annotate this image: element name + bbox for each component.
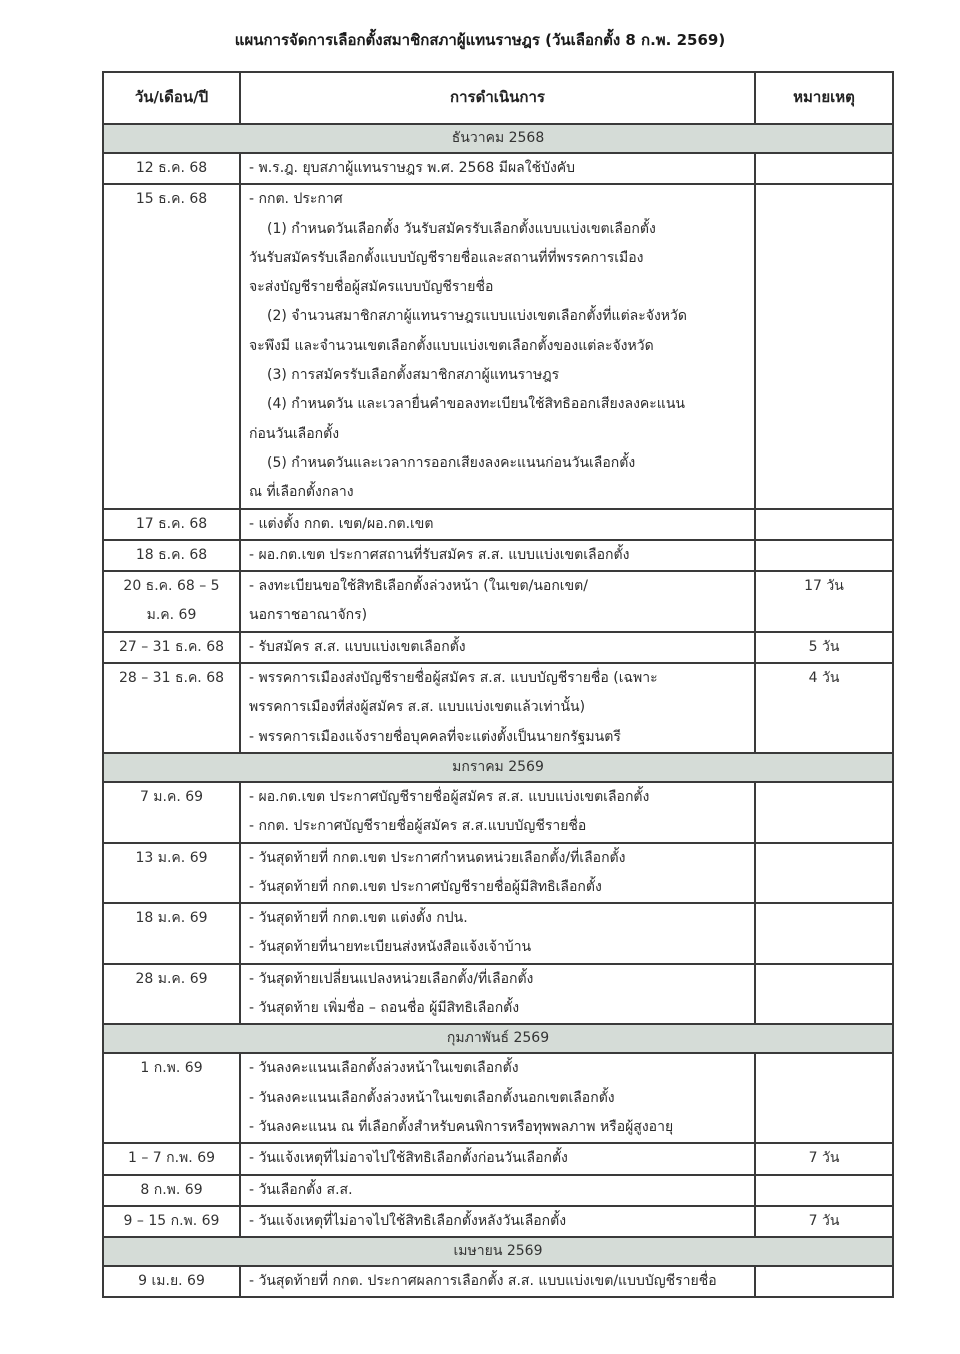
row-action: - ผอ.กต.เขต ประกาศบัญชีรายชื่อผู้สมัคร ส.ส. แบบแบ่งเขตเลือกตั้ง - กกต. ประกาศบัญชีรายชื่อผู้สมัคร ส.ส.แบบบัญชีรายชื่อ [240,782,755,843]
table-row [103,782,893,843]
row-date: 20 ธ.ค. 68 – 5 ม.ค. 69 [103,571,240,632]
row-note [755,153,893,184]
table-row [103,184,893,508]
row-action: - วันสุดท้ายที่ กกต.เขต แต่งตั้ง กปน. - วันสุดท้ายที่นายทะเบียนส่งหนังสือแจ้งเจ้าบ้าน [240,903,755,964]
row-date: 27 – 31 ธ.ค. 68 [103,632,240,663]
row-note [755,1053,893,1143]
table-row [103,1053,893,1143]
header-note: หมายเหตุ [755,72,893,124]
row-note [755,1266,893,1297]
row-action: - แต่งตั้ง กกต. เขต/ผอ.กต.เขต [240,509,755,540]
row-note: 7 วัน [755,1206,893,1237]
row-date: 17 ธ.ค. 68 [103,509,240,540]
table-row [103,1266,893,1297]
row-note [755,903,893,964]
row-action: - วันแจ้งเหตุที่ไม่อาจไปใช้สิทธิเลือกตั้งก่อนวันเลือกตั้ง [240,1143,755,1174]
month-header-april: เมษายน 2569 [103,1237,893,1266]
table-row [103,843,893,904]
month-header-december: ธันวาคม 2568 [103,124,893,153]
row-note [755,843,893,904]
row-action: - วันสุดท้ายเปลี่ยนแปลงหน่วยเลือกตั้ง/ที่เลือกตั้ง - วันสุดท้าย เพิ่มชื่อ – ถอนชื่อ ผู้มีสิทธิเลือกตั้ง [240,964,755,1025]
header-date: วัน/เดือน/ปี [103,72,240,124]
row-date: 9 – 15 ก.พ. 69 [103,1206,240,1237]
row-note [755,540,893,571]
table-header-row [103,72,893,124]
row-date: 1 ก.พ. 69 [103,1053,240,1143]
row-date: 18 ม.ค. 69 [103,903,240,964]
row-date: 9 เม.ย. 69 [103,1266,240,1297]
table-row [103,1175,893,1206]
header-action: การดำเนินการ [240,72,755,124]
row-date: 1 – 7 ก.พ. 69 [103,1143,240,1174]
row-action: - พรรคการเมืองส่งบัญชีรายชื่อผู้สมัคร ส.ส. แบบบัญชีรายชื่อ (เฉพาะ พรรคการเมืองที่ส่งผู้สมัคร ส.ส. แบบแบ่งเขตแล้วเท่านั้น) - พรรคการเมืองแจ้งรายชื่อบุคคลที่จะแต่งตั้งเป็นนายกรัฐมนตรี [240,663,755,753]
row-note [755,782,893,843]
table-row [103,571,893,632]
row-action: - รับสมัคร ส.ส. แบบแบ่งเขตเลือกตั้ง [240,632,755,663]
table-row [103,1206,893,1237]
row-action: - วันแจ้งเหตุที่ไม่อาจไปใช้สิทธิเลือกตั้งหลังวันเลือกตั้ง [240,1206,755,1237]
row-date: 28 – 31 ธ.ค. 68 [103,663,240,753]
row-date: 18 ธ.ค. 68 [103,540,240,571]
row-note: 4 วัน [755,663,893,753]
row-note [755,1175,893,1206]
row-note: 7 วัน [755,1143,893,1174]
row-note: 5 วัน [755,632,893,663]
row-date: 7 ม.ค. 69 [103,782,240,843]
table-row [103,964,893,1025]
row-date: 15 ธ.ค. 68 [103,184,240,508]
table-row [103,509,893,540]
row-action: - พ.ร.ฎ. ยุบสภาผู้แทนราษฎร พ.ศ. 2568 มีผลใช้บังคับ [240,153,755,184]
table-row [103,1143,893,1174]
table-row [103,663,893,753]
row-action: - กกต. ประกาศ (1) กำหนดวันเลือกตั้ง วันรับสมัครรับเลือกตั้งแบบแบ่งเขตเลือกตั้ง วันรับสมัครรับเลือกตั้งแบบบัญชีรายชื่อและสถานที่ที่พรรคการเมือง จะส่งบัญชีรายชื่อผู้สมัครแบบบัญชีรายชื่อ (2) จำนวนสมาชิกสภาผู้แทนราษฎรแบบแบ่งเขตเลือกตั้งที่แต่ละจังหวัด จะพึงมี และจำนวนเขตเลือกตั้งแบบแบ่งเขตเลือกตั้งของแต่ละจังหวัด (3) การสมัครรับเลือกตั้งสมาชิกสภาผู้แทนราษฎร (4) กำหนดวัน และเวลายื่นคำขอลงทะเบียนใช้สิทธิออกเสียงลงคะแนน ก่อนวันเลือกตั้ง (5) กำหนดวันและเวลาการออกเสียงลงคะแนนก่อนวันเลือกตั้ง ณ ที่เลือกตั้งกลาง [240,184,755,508]
row-action: - วันสุดท้ายที่ กกต. ประกาศผลการเลือกตั้ง ส.ส. แบบแบ่งเขต/แบบบัญชีรายชื่อ [240,1266,755,1297]
row-note [755,964,893,1025]
table-row [103,632,893,663]
month-header-january: มกราคม 2569 [103,753,893,782]
document-title: แผนการจัดการเลือกตั้งสมาชิกสภาผู้แทนราษฎร (วันเลือกตั้ง 8 ก.พ. 2569) [234,31,726,49]
row-date: 28 ม.ค. 69 [103,964,240,1025]
month-header-february: กุมภาพันธ์ 2569 [103,1024,893,1053]
row-note [755,184,893,508]
row-action: - วันเลือกตั้ง ส.ส. [240,1175,755,1206]
election-schedule-table [102,71,894,1298]
row-note: 17 วัน [755,571,893,632]
row-action: - วันลงคะแนนเลือกตั้งล่วงหน้าในเขตเลือกตั้ง - วันลงคะแนนเลือกตั้งล่วงหน้าในเขตเลือกตั้งนอกเขตเลือกตั้ง - วันลงคะแนน ณ ที่เลือกตั้งสำหรับคนพิการหรือทุพพลภาพ หรือผู้สูงอายุ [240,1053,755,1143]
row-date: 12 ธ.ค. 68 [103,153,240,184]
row-note [755,509,893,540]
row-action: - วันสุดท้ายที่ กกต.เขต ประกาศกำหนดหน่วยเลือกตั้ง/ที่เลือกตั้ง - วันสุดท้ายที่ กกต.เขต ประกาศบัญชีรายชื่อผู้มีสิทธิเลือกตั้ง [240,843,755,904]
row-date: 8 ก.พ. 69 [103,1175,240,1206]
row-date: 13 ม.ค. 69 [103,843,240,904]
table-row [103,153,893,184]
table-row [103,540,893,571]
row-action: - ลงทะเบียนขอใช้สิทธิเลือกตั้งล่วงหน้า (ในเขต/นอกเขต/ นอกราชอาณาจักร) [240,571,755,632]
row-action: - ผอ.กต.เขต ประกาศสถานที่รับสมัคร ส.ส. แบบแบ่งเขตเลือกตั้ง [240,540,755,571]
table-row [103,903,893,964]
